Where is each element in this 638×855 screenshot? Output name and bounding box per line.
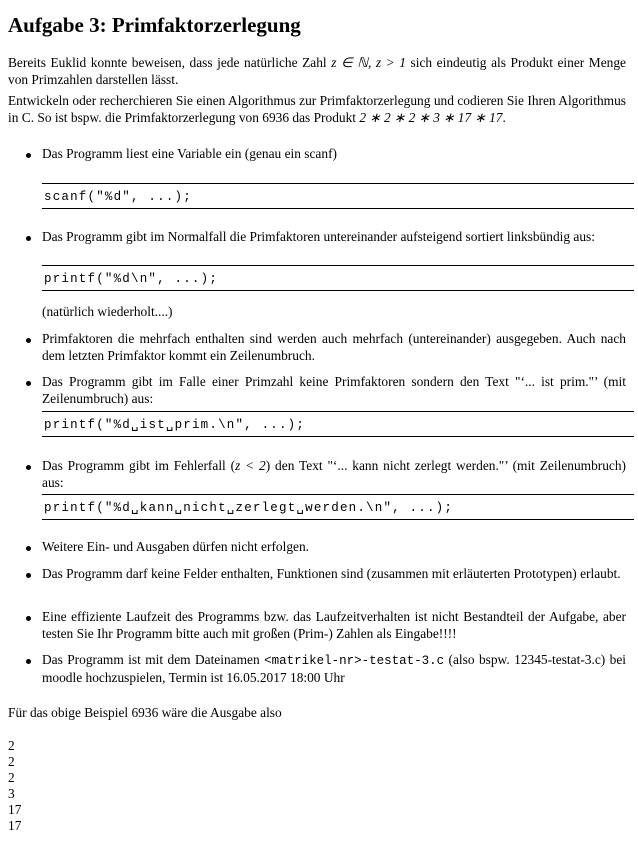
list-item (26, 331, 626, 364)
code-block: scanf("%d", ...); (42, 183, 634, 209)
code-note: (natürlich wiederholt....) (42, 304, 173, 319)
code-block: printf("%d␣kann␣nicht␣zerlegt␣werden.\n", ...); (42, 494, 634, 520)
bullet-icon (26, 616, 31, 621)
bullet-icon (26, 465, 31, 470)
list-item (26, 146, 626, 163)
output-line: 3 (8, 786, 15, 801)
list-item (26, 609, 626, 642)
list-item-text: Weitere Ein- und Ausgaben dürfen nicht erfolgen. (42, 539, 310, 554)
output-line: 2 (8, 738, 15, 753)
list-item (26, 458, 626, 491)
list-item-text: Das Programm liest eine Variable ein (genau ein scanf) (42, 146, 337, 161)
intro-text: Entwickeln oder recherchieren Sie einen Algorithmus zur Primfaktorzerlegung und codieren Sie Ihren Algorithmus in C. So ist bspw. die Primfaktorzerlegung von 6936 das Produkt (8, 93, 626, 125)
list-item (26, 652, 626, 686)
bullet-icon (26, 153, 31, 158)
bullet-icon (26, 236, 31, 241)
list-item-text: Das Programm gibt im Falle einer Primzahl keine Primfaktoren sondern den Text "‘... ist prim."’ (mit Zeilenumbruch) aus: (42, 374, 626, 406)
bullet-icon (26, 338, 31, 343)
filename-code: <matrikel-nr>-testat-3.c (264, 654, 445, 668)
output-line: 17 (8, 802, 22, 817)
intro-text: . (502, 109, 506, 125)
list-item (26, 539, 626, 556)
list-item (26, 229, 626, 246)
bullet-icon (26, 381, 31, 386)
bullet-icon (26, 573, 31, 578)
list-item-text (42, 458, 626, 491)
list-item-text (42, 652, 626, 686)
list-item (26, 566, 626, 583)
code-block: printf("%d\n", ...); (42, 265, 634, 291)
intro-paragraph-1 (8, 55, 626, 88)
output-line: 2 (8, 754, 15, 769)
list-item-text-part: (also bspw. 12345-testat-3.c) bei moodle hochzuspielen, Termin ist 16.05.2017 18:00 Uhr (42, 652, 626, 685)
list-item-text-part: Das Programm ist mit dem Dateinamen (42, 652, 265, 667)
list-item-text: Das Programm gibt im Normalfall die Primfaktoren untereinander aufsteigend sortiert linksbündig aus: (42, 229, 595, 244)
code-block: printf("%d␣ist␣prim.\n", ...); (42, 411, 634, 437)
output-line: 17 (8, 818, 22, 833)
bullet-icon (26, 546, 31, 551)
list-item-text-part: Das Programm gibt im Fehlerfall ( (42, 458, 236, 473)
page-title: Aufgabe 3: Primfaktorzerlegung (8, 13, 301, 37)
math-expression: 2 ∗ 2 ∗ 2 ∗ 3 ∗ 17 ∗ 17 (359, 109, 503, 125)
list-item (26, 374, 626, 407)
intro-text: sich eindeutig als Produkt einer Menge von Primzahlen darstellen lässt. (8, 55, 626, 87)
bullet-icon (26, 659, 31, 664)
math-expression: z < 2 (235, 458, 266, 473)
list-item-text: Das Programm darf keine Felder enthalten, Funktionen sind (zusammen mit erläuterten Prototypen) erlaubt. (42, 566, 621, 581)
list-item-text-part: ) den Text "‘... kann nicht zerlegt werden."’ (mit Zeilenumbruch) aus: (42, 458, 627, 490)
math-expression: z ∈ ℕ, z > 1 (331, 55, 406, 70)
list-item-text: Primfaktoren die mehrfach enthalten sind werden auch mehrfach (untereinander) ausgegeben. Auch nach dem letzten Primfaktor kommt ein Zeilenumbruch. (42, 331, 626, 363)
intro-text: Bereits Euklid konnte beweisen, dass jede natürliche Zahl (8, 55, 332, 70)
example-intro: Für das obige Beispiel 6936 wäre die Ausgabe also (8, 705, 282, 720)
intro-paragraph-2 (8, 93, 626, 126)
list-item-text: Eine effiziente Laufzeit des Programms bzw. das Laufzeitverhalten ist nicht Bestandteil der Aufgabe, aber testen Sie Ihr Programm bitte auch mit großen (Prim-) Zahlen als Eingabe!!!! (42, 609, 626, 641)
output-line: 2 (8, 770, 15, 785)
